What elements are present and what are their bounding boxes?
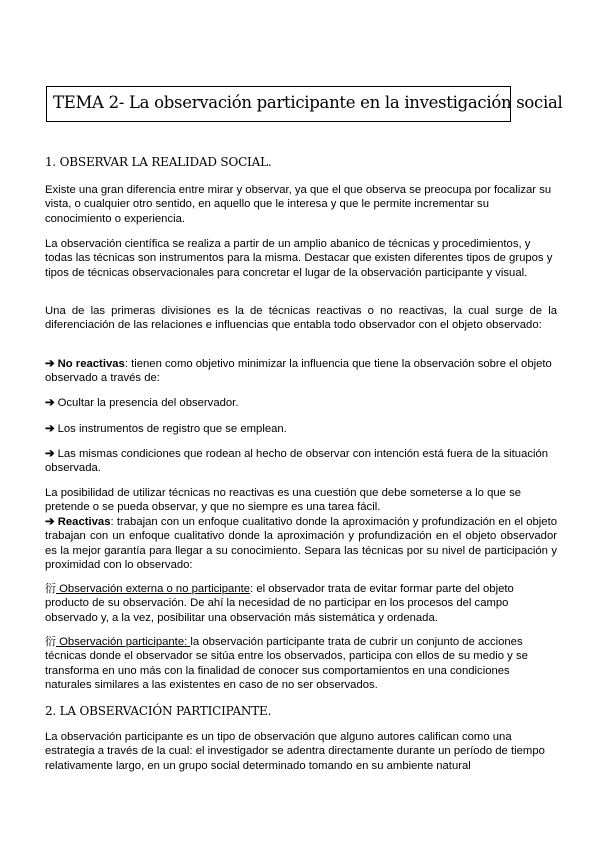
reactivas-text: : trabajan con un enfoque cualitativo donde la aproximación y profundización en el objeto trabajan con un enfoque cualitativo donde la aproximación y profundización en el objeto observador es la mejor garantía para llegar a su conocimiento. Separa las técnicas por su nivel de participación y proximidad con lo observado:	[45, 516, 558, 572]
paragraph-mirar-observar: Existe una gran diferencia entre mirar y observar, ya que el que observa se preocupa por focalizar su vista, o cualquier otro sentido, en aquello que le interesa y que le permite incrementar su conocimiento o experiencia.	[45, 184, 552, 225]
no-reactivas-text: : tienen como objetivo minimizar la influencia que tiene la observación sobre el objeto observado a través de:	[45, 358, 552, 385]
observacion-externa-block	[45, 582, 557, 625]
arrow-icon: ➔	[45, 423, 55, 435]
list-item-text: Los instrumentos de registro que se emplean.	[57, 423, 287, 435]
list-item-text: Ocultar la presencia del observador.	[57, 397, 239, 409]
bullet-glyph-icon: 衍	[45, 635, 56, 648]
paragraph-observacion-participante: La observación participante es un tipo de observación que alguno autores califican como una estrategia a través de la cual: el investigador se adentra directamente durante un período de tiempo relativamente largo, en un grupo social determinado tomando en su ambiente natural	[45, 731, 545, 772]
bullet-glyph-icon: 衍	[45, 582, 56, 595]
observacion-participante-text: la observación participante trata de cubrir un conjunto de acciones técnicas donde el observador se sitúa entre los observados, participa con ellos de su medio y se transforma en uno más con la finalidad de conocer sus comportamientos en una condiciones naturales similares a las existentes en caso de no ser observados.	[45, 636, 528, 692]
list-item	[45, 447, 557, 476]
no-reactivas-label: No reactivas	[57, 358, 125, 370]
paragraph-observacion-cientifica: La observación científica se realiza a partir de un amplio abanico de técnicas y procedimientos, y todas las técnicas son instrumentos para la misma. Destacar que existen diferentes tipos de grupos y tipos de técnicas observacionales para concretar el lugar de la observación participante y visual.	[45, 238, 553, 279]
paragraph-divisiones: Una de las primeras divisiones es la de técnicas reactivas o no reactivas, la cual surge de la diferenciación de las relaciones e influencias que entabla todo observador con el objeto observado:	[45, 305, 557, 332]
section-heading-1: 1. OBSERVAR LA REALIDAD SOCIAL.	[45, 155, 272, 169]
page-title: TEMA 2- La observación participante en la investigación social	[53, 93, 563, 112]
arrow-icon: ➔	[45, 397, 55, 409]
paragraph-no-reactivas-posibilidad: La posibilidad de utilizar técnicas no reactivas es una cuestión que debe someterse a lo que se pretende o se pueda observar, y que no siempre es una tarea fácil.	[45, 487, 522, 514]
arrow-icon: ➔	[45, 358, 55, 370]
reactivas-label: Reactivas	[57, 516, 111, 528]
arrow-icon: ➔	[45, 448, 55, 460]
list-item-text: Las mismas condiciones que rodean al hecho de observar con intención está fuera de la situación observada.	[45, 448, 549, 475]
observacion-participante-block	[45, 635, 557, 693]
list-item	[45, 396, 557, 410]
list-item	[45, 422, 557, 436]
observacion-participante-label: Observación participante:	[56, 636, 191, 648]
title-box	[46, 86, 563, 122]
arrow-icon: ➔	[45, 516, 55, 528]
section-heading-2: 2. LA OBSERVACIÓN PARTICIPANTE.	[45, 704, 272, 718]
reactivas-block	[45, 515, 557, 573]
no-reactivas-block	[45, 357, 557, 386]
observacion-externa-text: : el observador trata de evitar formar parte del objeto producto de su observación. De ahí la necesidad de no participar en los procesos del campo observado y, a la vez, posibilitar una observación más sistemática y ordenada.	[45, 583, 514, 624]
observacion-externa-label: Observación externa o no participante	[56, 583, 251, 595]
